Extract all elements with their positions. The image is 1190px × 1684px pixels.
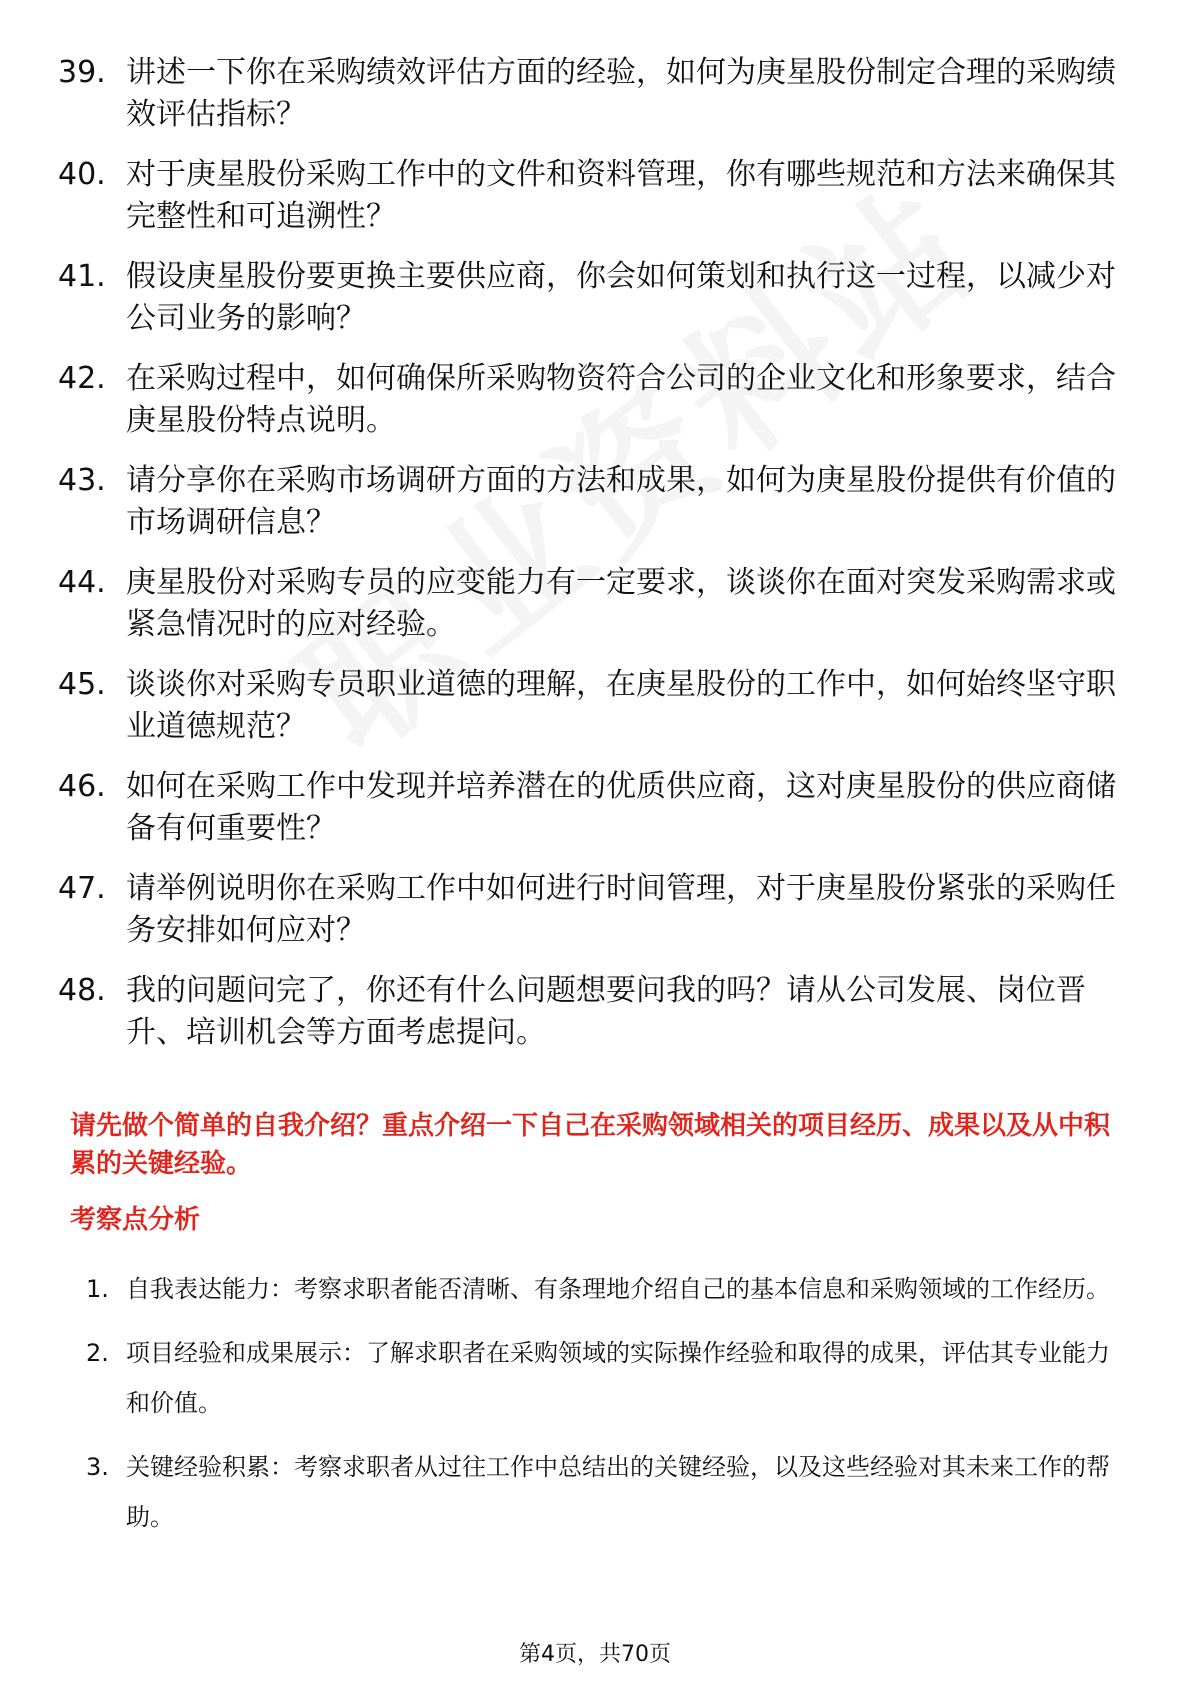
list-item: [58, 970, 1128, 1054]
question-text: 假设庚星股份要更换主要供应商，你会如何策划和执行这一过程，以减少对公司业务的影响？: [126, 259, 1116, 336]
analysis-list: [86, 1264, 1126, 1556]
list-item: [58, 52, 1128, 136]
list-item: [58, 460, 1128, 544]
analysis-title: 考察点分析: [70, 1205, 201, 1235]
question-number: 48.: [58, 973, 106, 1008]
list-item: [86, 1328, 1126, 1428]
analysis-number: 1.: [86, 1275, 109, 1303]
question-number: 40.: [58, 157, 106, 192]
question-text: 请分享你在采购市场调研方面的方法和成果，如何为庚星股份提供有价值的市场调研信息？: [126, 463, 1116, 540]
question-number: 39.: [58, 55, 106, 90]
question-text: 庚星股份对采购专员的应变能力有一定要求，谈谈你在面对突发采购需求或紧急情况时的应对经验。: [126, 565, 1116, 642]
list-item: [58, 664, 1128, 748]
question-text: 我的问题问完了，你还有什么问题想要问我的吗？请从公司发展、岗位晋升、培训机会等方面考虑提问。: [126, 973, 1086, 1050]
analysis-text: 项目经验和成果展示：了解求职者在采购领域的实际操作经验和取得的成果，评估其专业能力和价值。: [126, 1339, 1110, 1417]
question-text: 对于庚星股份采购工作中的文件和资料管理，你有哪些规范和方法来确保其完整性和可追溯性？: [126, 157, 1116, 234]
list-item: [58, 154, 1128, 238]
question-text: 在采购过程中，如何确保所采购物资符合公司的企业文化和形象要求，结合庚星股份特点说明。: [126, 361, 1116, 438]
list-item: [86, 1442, 1126, 1542]
list-item: [58, 868, 1128, 952]
question-number: 46.: [58, 769, 106, 804]
question-text: 讲述一下你在采购绩效评估方面的经验，如何为庚星股份制定合理的采购绩效评估指标？: [126, 55, 1116, 132]
analysis-number: 2.: [86, 1339, 109, 1367]
analysis-number: 3.: [86, 1453, 109, 1481]
question-number: 47.: [58, 871, 106, 906]
question-list: [58, 52, 1128, 1072]
question-text: 谈谈你对采购专员职业道德的理解，在庚星股份的工作中，如何始终坚守职业道德规范？: [126, 667, 1116, 744]
list-item: [58, 358, 1128, 442]
question-number: 45.: [58, 667, 106, 702]
list-item: [58, 766, 1128, 850]
question-number: 44.: [58, 565, 106, 600]
page-footer: 第4页，共70页: [519, 1642, 671, 1667]
analysis-text: 自我表达能力：考察求职者能否清晰、有条理地介绍自己的基本信息和采购领域的工作经历。: [126, 1275, 1110, 1303]
question-text: 请举例说明你在采购工作中如何进行时间管理，对于庚星股份紧张的采购任务安排如何应对？: [126, 871, 1116, 948]
list-item: [86, 1264, 1126, 1314]
question-number: 41.: [58, 259, 106, 294]
list-item: [58, 256, 1128, 340]
highlight-question: 请先做个简单的自我介绍？重点介绍一下自己在采购领域相关的项目经历、成果以及从中积累的关键经验。: [70, 1111, 1111, 1179]
analysis-text: 关键经验积累：考察求职者从过往工作中总结出的关键经验，以及这些经验对其未来工作的帮助。: [126, 1453, 1110, 1531]
list-item: [58, 562, 1128, 646]
question-number: 42.: [58, 361, 106, 396]
question-text: 如何在采购工作中发现并培养潜在的优质供应商，这对庚星股份的供应商储备有何重要性？: [126, 769, 1116, 846]
question-number: 43.: [58, 463, 106, 498]
